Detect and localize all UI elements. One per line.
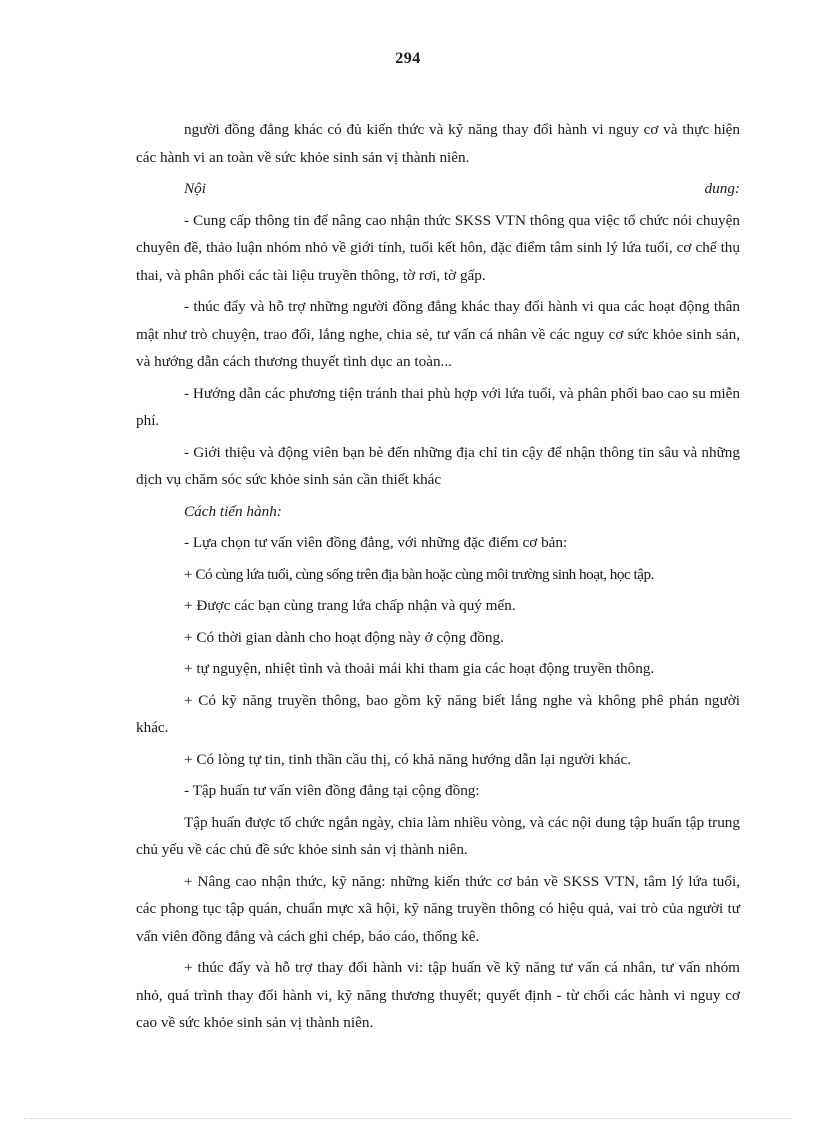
paragraph-tap-huan-desc: Tập huấn được tổ chức ngắn ngày, chia làm nhiều vòng, và các nội dung tập huấn tập trung chủ yếu về các chủ đề sức khỏe sinh sản vị thành niên. bbox=[136, 813, 740, 858]
paragraph-noi-dung-4: - Giới thiệu và động viên bạn bè đến những địa chỉ tin cậy để nhận thông tin sâu và những dịch vụ chăm sóc sức khỏe sinh sản cần thiết khác bbox=[136, 443, 740, 488]
paragraph-noi-dung-2: - thúc đẩy và hỗ trợ những người đồng đẳng khác thay đổi hành vi qua các hoạt động thân mật như trò chuyện, trao đổi, lắng nghe, chia sẻ, tư vấn cá nhân về các nguy cơ sức khỏe sinh sản, và hướng dẫn cách thương thuyết tình dục an toàn... bbox=[136, 298, 740, 370]
paragraph-lua-chon: - Lựa chọn tư vấn viên đồng đẳng, với những đặc điểm cơ bản: bbox=[184, 534, 568, 551]
page-content bbox=[136, 116, 740, 1041]
list-item-criteria-5: + Có kỹ năng truyền thông, bao gồm kỹ năng biết lắng nghe và không phê phán người khác. bbox=[136, 691, 740, 736]
list-item-criteria-2: + Được các bạn cùng trang lứa chấp nhận và quý mến. bbox=[184, 597, 516, 614]
heading-noi-dung: Nội dung: bbox=[184, 180, 740, 197]
list-item-criteria-4: + tự nguyện, nhiệt tình và thoải mái khi tham gia các hoạt động truyền thông. bbox=[184, 660, 655, 677]
heading-cach-tien-hanh: Cách tiến hành: bbox=[184, 502, 282, 520]
page-number: 294 bbox=[395, 50, 421, 67]
paragraph-noi-dung-3: - Hướng dẫn các phương tiện tránh thai phù hợp với lứa tuổi, và phân phối bao cao su miễn phí. bbox=[136, 384, 740, 429]
list-item-criteria-3: + Có thời gian dành cho hoạt động này ở cộng đồng. bbox=[184, 628, 504, 646]
page-bottom-divider bbox=[24, 1118, 792, 1119]
paragraph-intro-continuation: người đồng đẳng khác có đủ kiến thức và kỹ năng thay đổi hành vi nguy cơ và thực hiện các hành vi an toàn về sức khỏe sinh sản vị thành niên. bbox=[136, 121, 740, 166]
list-item-training-2: + thúc đẩy và hỗ trợ thay đổi hành vi: tập huấn về kỹ năng tư vấn cá nhân, tư vấn nhóm nhỏ, quá trình thay đổi hành vi, kỹ năng thương thuyết; quyết định - từ chối các hành vi nguy cơ cao về sức khỏe sinh sản vị thành niên. bbox=[136, 959, 740, 1031]
list-item-training-1: + Nâng cao nhận thức, kỹ năng: những kiến thức cơ bản về SKSS VTN, tâm lý lứa tuổi, các phong tục tập quán, chuẩn mực xã hội, kỹ năng truyền thông có hiệu quả, vai trò của người tư vấn viên đồng đẳng và cách ghi chép, báo cáo, thống kê. bbox=[136, 872, 740, 945]
paragraph-noi-dung-1: - Cung cấp thông tin để nâng cao nhận thức SKSS VTN thông qua việc tổ chức nói chuyện chuyên đề, thảo luận nhóm nhỏ về giới tính, tuổi kết hôn, đặc điểm tâm sinh lý lứa tuổi, cơ chế thụ thai, và phân phối các tài liệu truyền thông, tờ rơi, tờ gấp. bbox=[136, 211, 740, 284]
paragraph-tap-huan: - Tập huấn tư vấn viên đồng đẳng tại cộng đồng: bbox=[184, 782, 480, 799]
list-item-criteria-1: + Có cùng lứa tuổi, cùng sống trên địa bàn hoặc cùng môi trường sinh hoạt, học tập. bbox=[184, 565, 654, 583]
list-item-criteria-6: + Có lòng tự tin, tinh thần cầu thị, có khả năng hướng dẫn lại người khác. bbox=[184, 750, 632, 768]
